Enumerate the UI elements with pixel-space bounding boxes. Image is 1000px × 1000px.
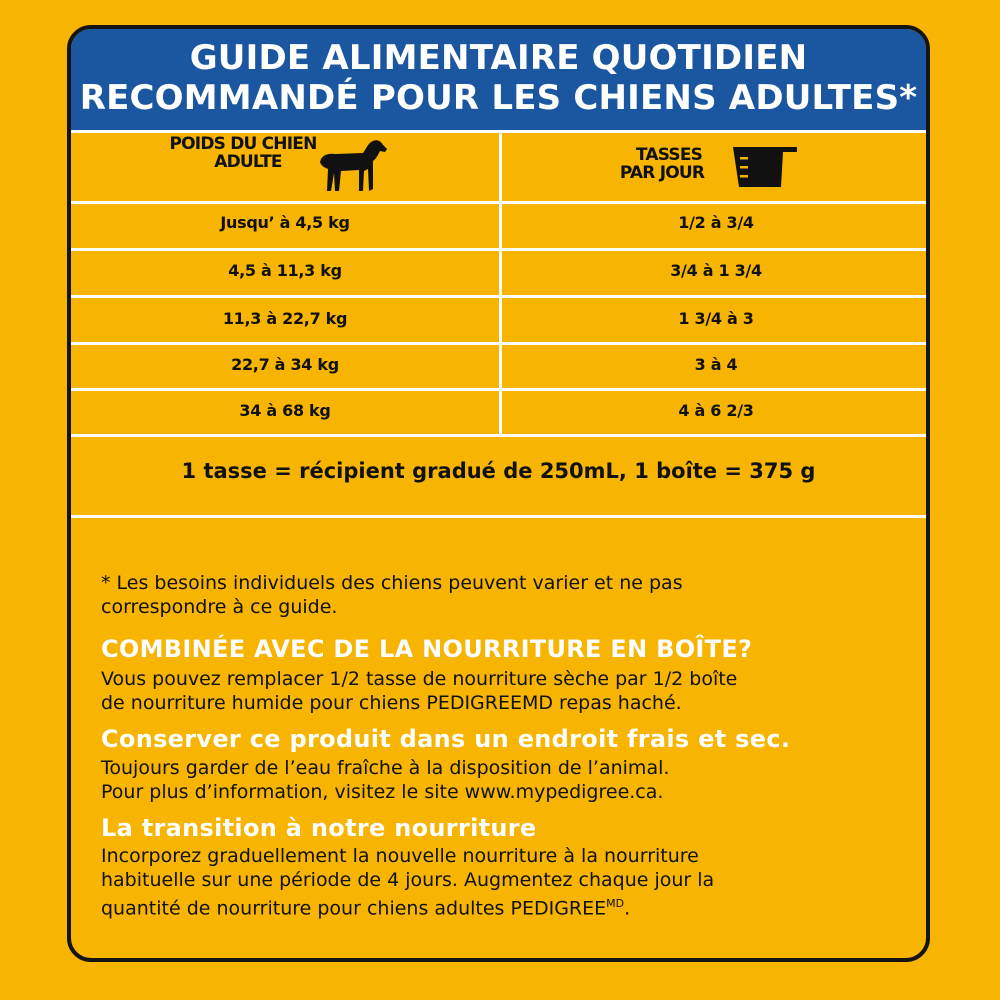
- storage-text: [101, 756, 911, 804]
- footnote: [101, 571, 901, 619]
- footnote-line-2: correspondre à ce guide.: [101, 596, 338, 618]
- rule-table-bottom: [71, 434, 926, 437]
- row-5-weight: 34 à 68 kg: [239, 401, 331, 420]
- canned-food-text: [101, 667, 911, 715]
- cups-column-header: [619, 146, 719, 182]
- row-5-cups: 4 à 6 2/3: [678, 401, 754, 420]
- transition-line-2: habituelle sur une période de 4 jours. Augmentez chaque jour la: [101, 869, 715, 891]
- measure-note: 1 tasse = récipient gradué de 250mL, 1 boîte = 375 g: [181, 459, 816, 483]
- row-2-cups: 3/4 à 1 3/4: [670, 261, 762, 280]
- row-4-cups: 3 à 4: [694, 355, 738, 374]
- footnote-line-1: * Les besoins individuels des chiens peuvent varier et ne pas: [101, 572, 683, 594]
- weight-column-header: [163, 135, 323, 171]
- feeding-guide-panel: [67, 25, 930, 962]
- dog-icon: [317, 137, 389, 195]
- header-line-2: RECOMMANDÉ POUR LES CHIENS ADULTES*: [79, 78, 918, 118]
- transition-line-3: [101, 892, 911, 920]
- row-2-weight: 4,5 à 11,3 kg: [228, 261, 342, 280]
- transition-line-1: Incorporez graduellement la nouvelle nourriture à la nourriture: [101, 845, 699, 867]
- cups-header-line-2: PAR JOUR: [619, 163, 705, 183]
- canned-food-line-2: de nourriture humide pour chiens PEDIGREEMD repas haché.: [101, 692, 682, 714]
- row-4-weight: 22,7 à 34 kg: [231, 355, 339, 374]
- storage-title: Conserver ce produit dans un endroit frais et sec.: [101, 725, 791, 753]
- transition-text: [101, 844, 911, 920]
- transition-title: La transition à notre nourriture: [101, 814, 537, 842]
- guide-header: [71, 29, 926, 130]
- trademark-mark: MD: [606, 897, 625, 910]
- column-divider: [499, 130, 502, 434]
- header-line-1: GUIDE ALIMENTAIRE QUOTIDIEN: [189, 38, 808, 78]
- rule-under-measure: [71, 515, 926, 518]
- storage-line-1: Toujours garder de l’eau fraîche à la disposition de l’animal.: [101, 757, 670, 779]
- row-3-weight: 11,3 à 22,7 kg: [222, 309, 348, 328]
- weight-header-line-2: ADULTE: [214, 152, 282, 172]
- transition-line-3-text: quantité de nourriture pour chiens adultes PEDIGREE: [101, 897, 607, 920]
- weight-header-line-1: POIDS DU CHIEN: [169, 134, 317, 154]
- measuring-cup-icon: [731, 143, 799, 191]
- row-1-weight: Jusqu’ à 4,5 kg: [220, 213, 350, 232]
- row-1-cups: 1/2 à 3/4: [678, 213, 754, 232]
- storage-line-2: Pour plus d’information, visitez le site www.mypedigree.ca.: [101, 781, 664, 803]
- canned-food-line-1: Vous pouvez remplacer 1/2 tasse de nourriture sèche par 1/2 boîte: [101, 668, 738, 690]
- cups-header-line-1: TASSES: [635, 145, 703, 165]
- canned-food-title: COMBINÉE AVEC DE LA NOURRITURE EN BOÎTE?: [101, 635, 753, 663]
- transition-line-3-end: .: [624, 897, 631, 920]
- row-3-cups: 1 3/4 à 3: [678, 309, 754, 328]
